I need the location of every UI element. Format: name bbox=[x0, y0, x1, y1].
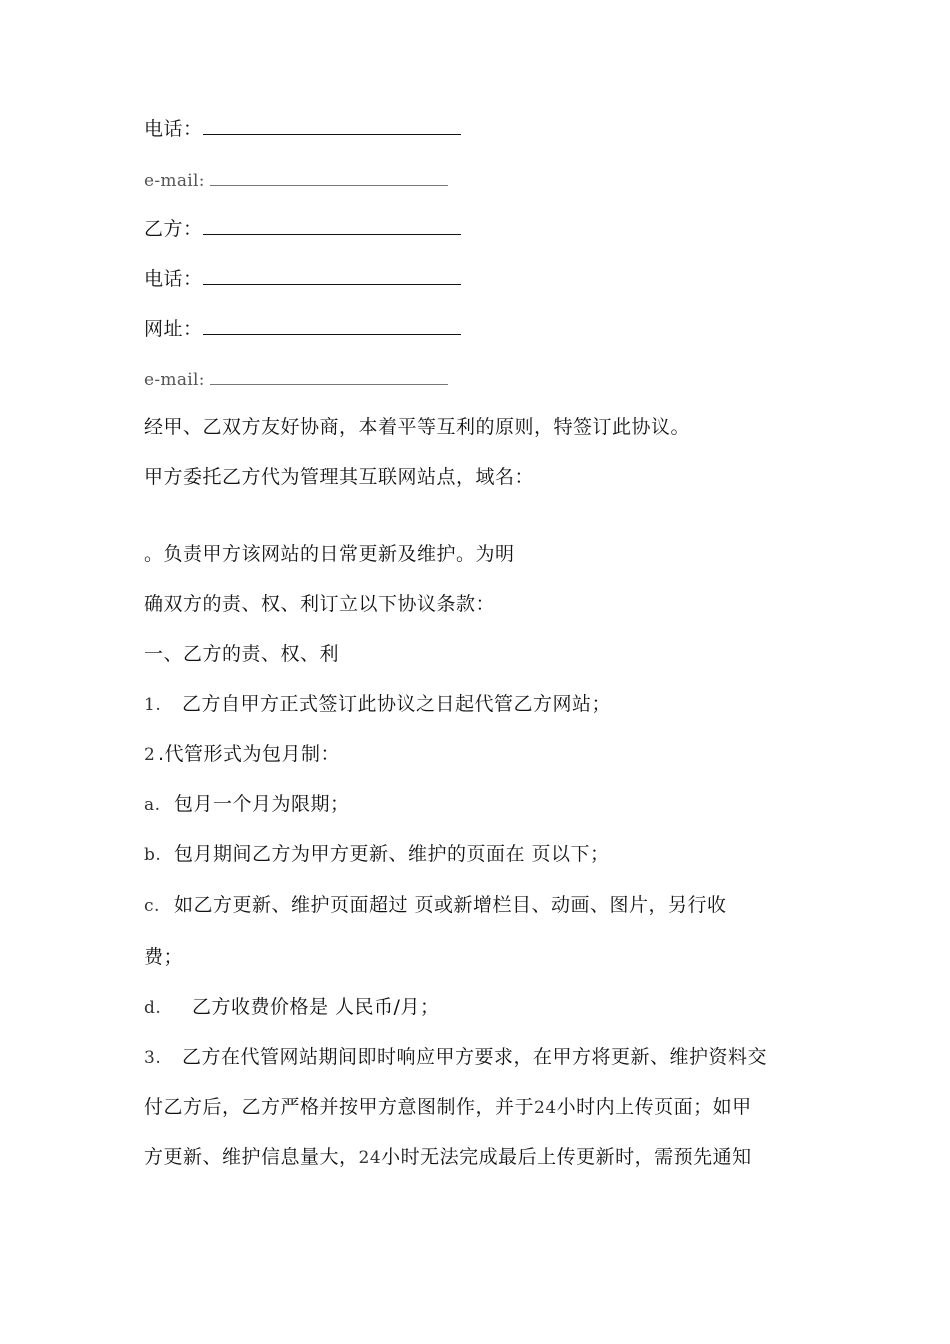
clause-2 bbox=[144, 742, 340, 767]
clause-text: 包月一个月为限期； bbox=[174, 793, 350, 815]
field-label: 乙方： bbox=[144, 218, 203, 240]
phone-field-b bbox=[144, 266, 461, 291]
duty-paragraph-line-1: 。负责甲方该网站的日常更新及维护。为明 bbox=[144, 543, 515, 565]
clause-1 bbox=[144, 692, 611, 717]
clause-text: 小时无法完成最后上传更新时，需预先通知 bbox=[381, 1146, 752, 1168]
fill-blank[interactable] bbox=[203, 266, 461, 285]
clause-number: 2 bbox=[144, 745, 156, 765]
clause-text: 小时内上传页面；如甲 bbox=[556, 1096, 752, 1118]
fill-blank[interactable] bbox=[203, 116, 461, 135]
party-b-field bbox=[144, 216, 461, 241]
clause-text: .代管形式为包月制： bbox=[158, 743, 341, 765]
clause-text: 如乙方更新、维护页面超过 页或新增栏目、动画、图片，另行收 bbox=[174, 894, 727, 916]
intro-paragraph: 经甲、乙双方友好协商，本着平等互利的原则，特签订此协议。 bbox=[144, 416, 691, 438]
fill-blank[interactable] bbox=[210, 167, 448, 186]
field-label: 网址： bbox=[144, 318, 203, 340]
field-label: e-mail: bbox=[144, 171, 211, 191]
clause-text: 方更新、维护信息量大， bbox=[144, 1146, 359, 1168]
clause-text: 付乙方后，乙方严格并按甲方意图制作，并于 bbox=[144, 1096, 535, 1118]
phone-field-a bbox=[144, 116, 461, 141]
clause-number: d. bbox=[144, 998, 162, 1018]
clause-text: 乙方自甲方正式签订此协议之日起代管乙方网站； bbox=[182, 693, 612, 715]
email-field-b bbox=[144, 366, 448, 392]
email-field-a bbox=[144, 167, 448, 193]
website-field bbox=[144, 316, 461, 341]
field-label: e-mail: bbox=[144, 370, 211, 390]
fill-blank[interactable] bbox=[203, 216, 461, 235]
clause-3-line-2 bbox=[144, 1095, 752, 1120]
clause-number: a. bbox=[144, 795, 161, 815]
clause-number: 3. bbox=[144, 1048, 162, 1068]
field-label: 电话： bbox=[144, 118, 203, 140]
clause-number: 1. bbox=[144, 695, 162, 715]
clause-c bbox=[144, 893, 727, 918]
clause-text: 乙方收费价格是 人民币/月； bbox=[192, 996, 440, 1018]
entrust-paragraph: 甲方委托乙方代为管理其互联网站点，域名： bbox=[144, 466, 535, 488]
clause-a bbox=[144, 792, 350, 817]
clause-3 bbox=[144, 1045, 767, 1070]
clause-c-continued: 费； bbox=[144, 946, 184, 968]
fill-blank[interactable] bbox=[210, 366, 448, 385]
clause-b bbox=[144, 842, 610, 867]
field-label: 电话： bbox=[144, 268, 203, 290]
section-heading: 一、乙方的责、权、利 bbox=[144, 643, 340, 665]
clause-text: 包月期间乙方为甲方更新、维护的页面在 页以下； bbox=[174, 843, 610, 865]
clause-d bbox=[144, 995, 439, 1020]
clause-number: b. bbox=[144, 845, 162, 865]
clause-number: c. bbox=[144, 896, 160, 916]
fill-blank[interactable] bbox=[203, 316, 461, 335]
hours-number: 24 bbox=[358, 1148, 382, 1168]
hours-number: 24 bbox=[534, 1098, 557, 1118]
clause-3-line-3 bbox=[144, 1145, 752, 1170]
duty-paragraph-line-2: 确双方的责、权、利订立以下协议条款： bbox=[144, 593, 496, 615]
clause-text: 乙方在代管网站期间即时响应甲方要求，在甲方将更新、维护资料交 bbox=[182, 1046, 768, 1068]
